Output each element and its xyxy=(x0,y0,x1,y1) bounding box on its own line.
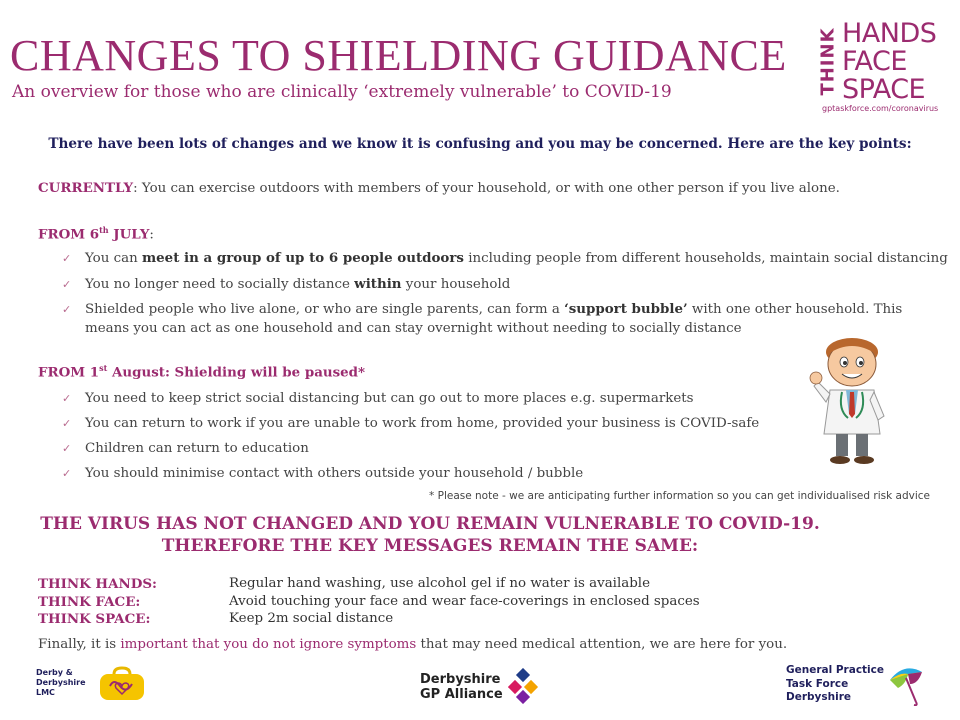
checkmark-icon: ✓ xyxy=(62,417,72,430)
virus-message-line-1: THE VIRUS HAS NOT CHANGED AND YOU REMAIN VULNERABLE TO COVID-19. xyxy=(40,514,820,534)
think-face-text: Avoid touching your face and wear face-coverings in enclosed spaces xyxy=(229,594,700,609)
logo-hands-text: HANDS xyxy=(842,18,937,49)
checkmark-icon: ✓ xyxy=(62,392,72,405)
currently-paragraph xyxy=(38,180,840,196)
lmc-line-2: Derbyshire xyxy=(36,678,86,687)
august-label-post: August xyxy=(107,364,165,381)
page-subtitle: An overview for those who are clinically ‘extremely vulnerable’ to COVID-19 xyxy=(12,82,672,102)
taskforce-line-2: Task Force xyxy=(786,677,849,690)
checkmark-icon: ✓ xyxy=(62,278,72,291)
doctor-illustration xyxy=(808,334,892,466)
taskforce-logo xyxy=(786,662,926,708)
july-label-pre: FROM 6 xyxy=(38,226,100,243)
alliance-line-2: GP Alliance xyxy=(420,687,503,702)
july-bullet-1 xyxy=(85,249,948,268)
currently-label: CURRENTLY xyxy=(38,180,134,196)
august-bullet-1: You need to keep strict social distancing but can go out to more places e.g. supermarkets xyxy=(85,391,694,406)
lmc-line-3: LMC xyxy=(36,688,55,697)
bullet-text: You no longer need to socially distance xyxy=(85,277,355,292)
footnote: * Please note - we are anticipating further information so you can get individualised risk advice xyxy=(429,490,930,502)
logo-think-text: THINK xyxy=(817,26,839,96)
umbrella-icon xyxy=(886,662,926,706)
think-hands-label: THINK HANDS: xyxy=(38,576,157,592)
bullet-text: your household xyxy=(401,277,511,292)
july-heading xyxy=(38,225,154,242)
bullet-bold: ‘support bubble’ xyxy=(564,301,688,317)
august-heading xyxy=(38,363,365,380)
logo-url: gptaskforce.com/coronavirus xyxy=(822,104,939,113)
july-bullet-3-continued xyxy=(85,319,742,338)
bullet-bold: within xyxy=(354,276,402,292)
logo-face-text: FACE xyxy=(842,46,907,77)
closing-text: that may need medical attention, we are here for you. xyxy=(416,637,788,652)
medical-bag-icon xyxy=(98,666,146,702)
closing-highlight: important that you do not ignore symptoms xyxy=(120,637,417,652)
logo-space-text: SPACE xyxy=(842,74,926,105)
alliance-line-1: Derbyshire xyxy=(420,672,501,687)
diamond-icon xyxy=(508,668,540,704)
bullet-text: with one other household. This xyxy=(687,302,903,317)
august-label-rest: : Shielding will be paused* xyxy=(164,364,366,381)
bullet-text: including people from different households, maintain social distancing xyxy=(463,251,948,266)
virus-message-line-2: THEREFORE THE KEY MESSAGES REMAIN THE SAME: xyxy=(161,536,699,556)
checkmark-icon: ✓ xyxy=(62,303,72,316)
checkmark-icon: ✓ xyxy=(62,442,72,455)
checkmark-icon: ✓ xyxy=(62,252,72,265)
think-space-text: Keep 2m social distance xyxy=(229,611,394,626)
page-title: CHANGES TO SHIELDING GUIDANCE xyxy=(10,31,787,80)
august-bullet-4: You should minimise contact with others outside your household / bubble xyxy=(85,466,584,481)
bullet-text: You can xyxy=(85,251,142,266)
taskforce-line-3: Derbyshire xyxy=(786,691,851,703)
think-hands-text: Regular hand washing, use alcohol gel if no water is available xyxy=(229,576,651,591)
lmc-logo xyxy=(36,666,156,706)
july-colon: : xyxy=(149,227,154,243)
bullet-text: means you can act as one household and can stay overnight without needing to socially distance xyxy=(85,321,742,336)
bullet-bold: meet in a group of up to 6 people outdoors xyxy=(141,250,464,266)
closing-text: Finally, it is xyxy=(38,637,121,652)
checkmark-icon: ✓ xyxy=(62,467,72,480)
august-label-sup: st xyxy=(99,363,108,373)
lmc-line-1: Derby & xyxy=(36,668,73,677)
july-label-sup: th xyxy=(99,225,109,235)
august-bullet-3: Children can return to education xyxy=(85,441,309,456)
currently-text: : You can exercise outdoors with members of your household, or with one other person if you live alone. xyxy=(133,181,840,196)
august-label-pre: FROM 1 xyxy=(38,364,100,381)
bullet-text: Shielded people who live alone, or who are single parents, can form a xyxy=(85,302,565,317)
closing-paragraph xyxy=(38,637,787,652)
july-bullet-2 xyxy=(85,275,510,294)
july-label-post: JULY xyxy=(108,226,150,243)
taskforce-line-1: General Practice xyxy=(786,664,885,676)
august-bullet-2: You can return to work if you are unable to work from home, provided your business is COVID-safe xyxy=(85,416,760,431)
gp-alliance-logo xyxy=(420,668,550,708)
think-face-label: THINK FACE: xyxy=(38,594,141,610)
think-hands-face-space-logo xyxy=(817,18,948,113)
july-bullet-3 xyxy=(85,300,902,319)
intro-text: There have been lots of changes and we know it is confusing and you may be concerned. Here are the key points: xyxy=(48,136,912,152)
think-space-label: THINK SPACE: xyxy=(38,611,151,627)
